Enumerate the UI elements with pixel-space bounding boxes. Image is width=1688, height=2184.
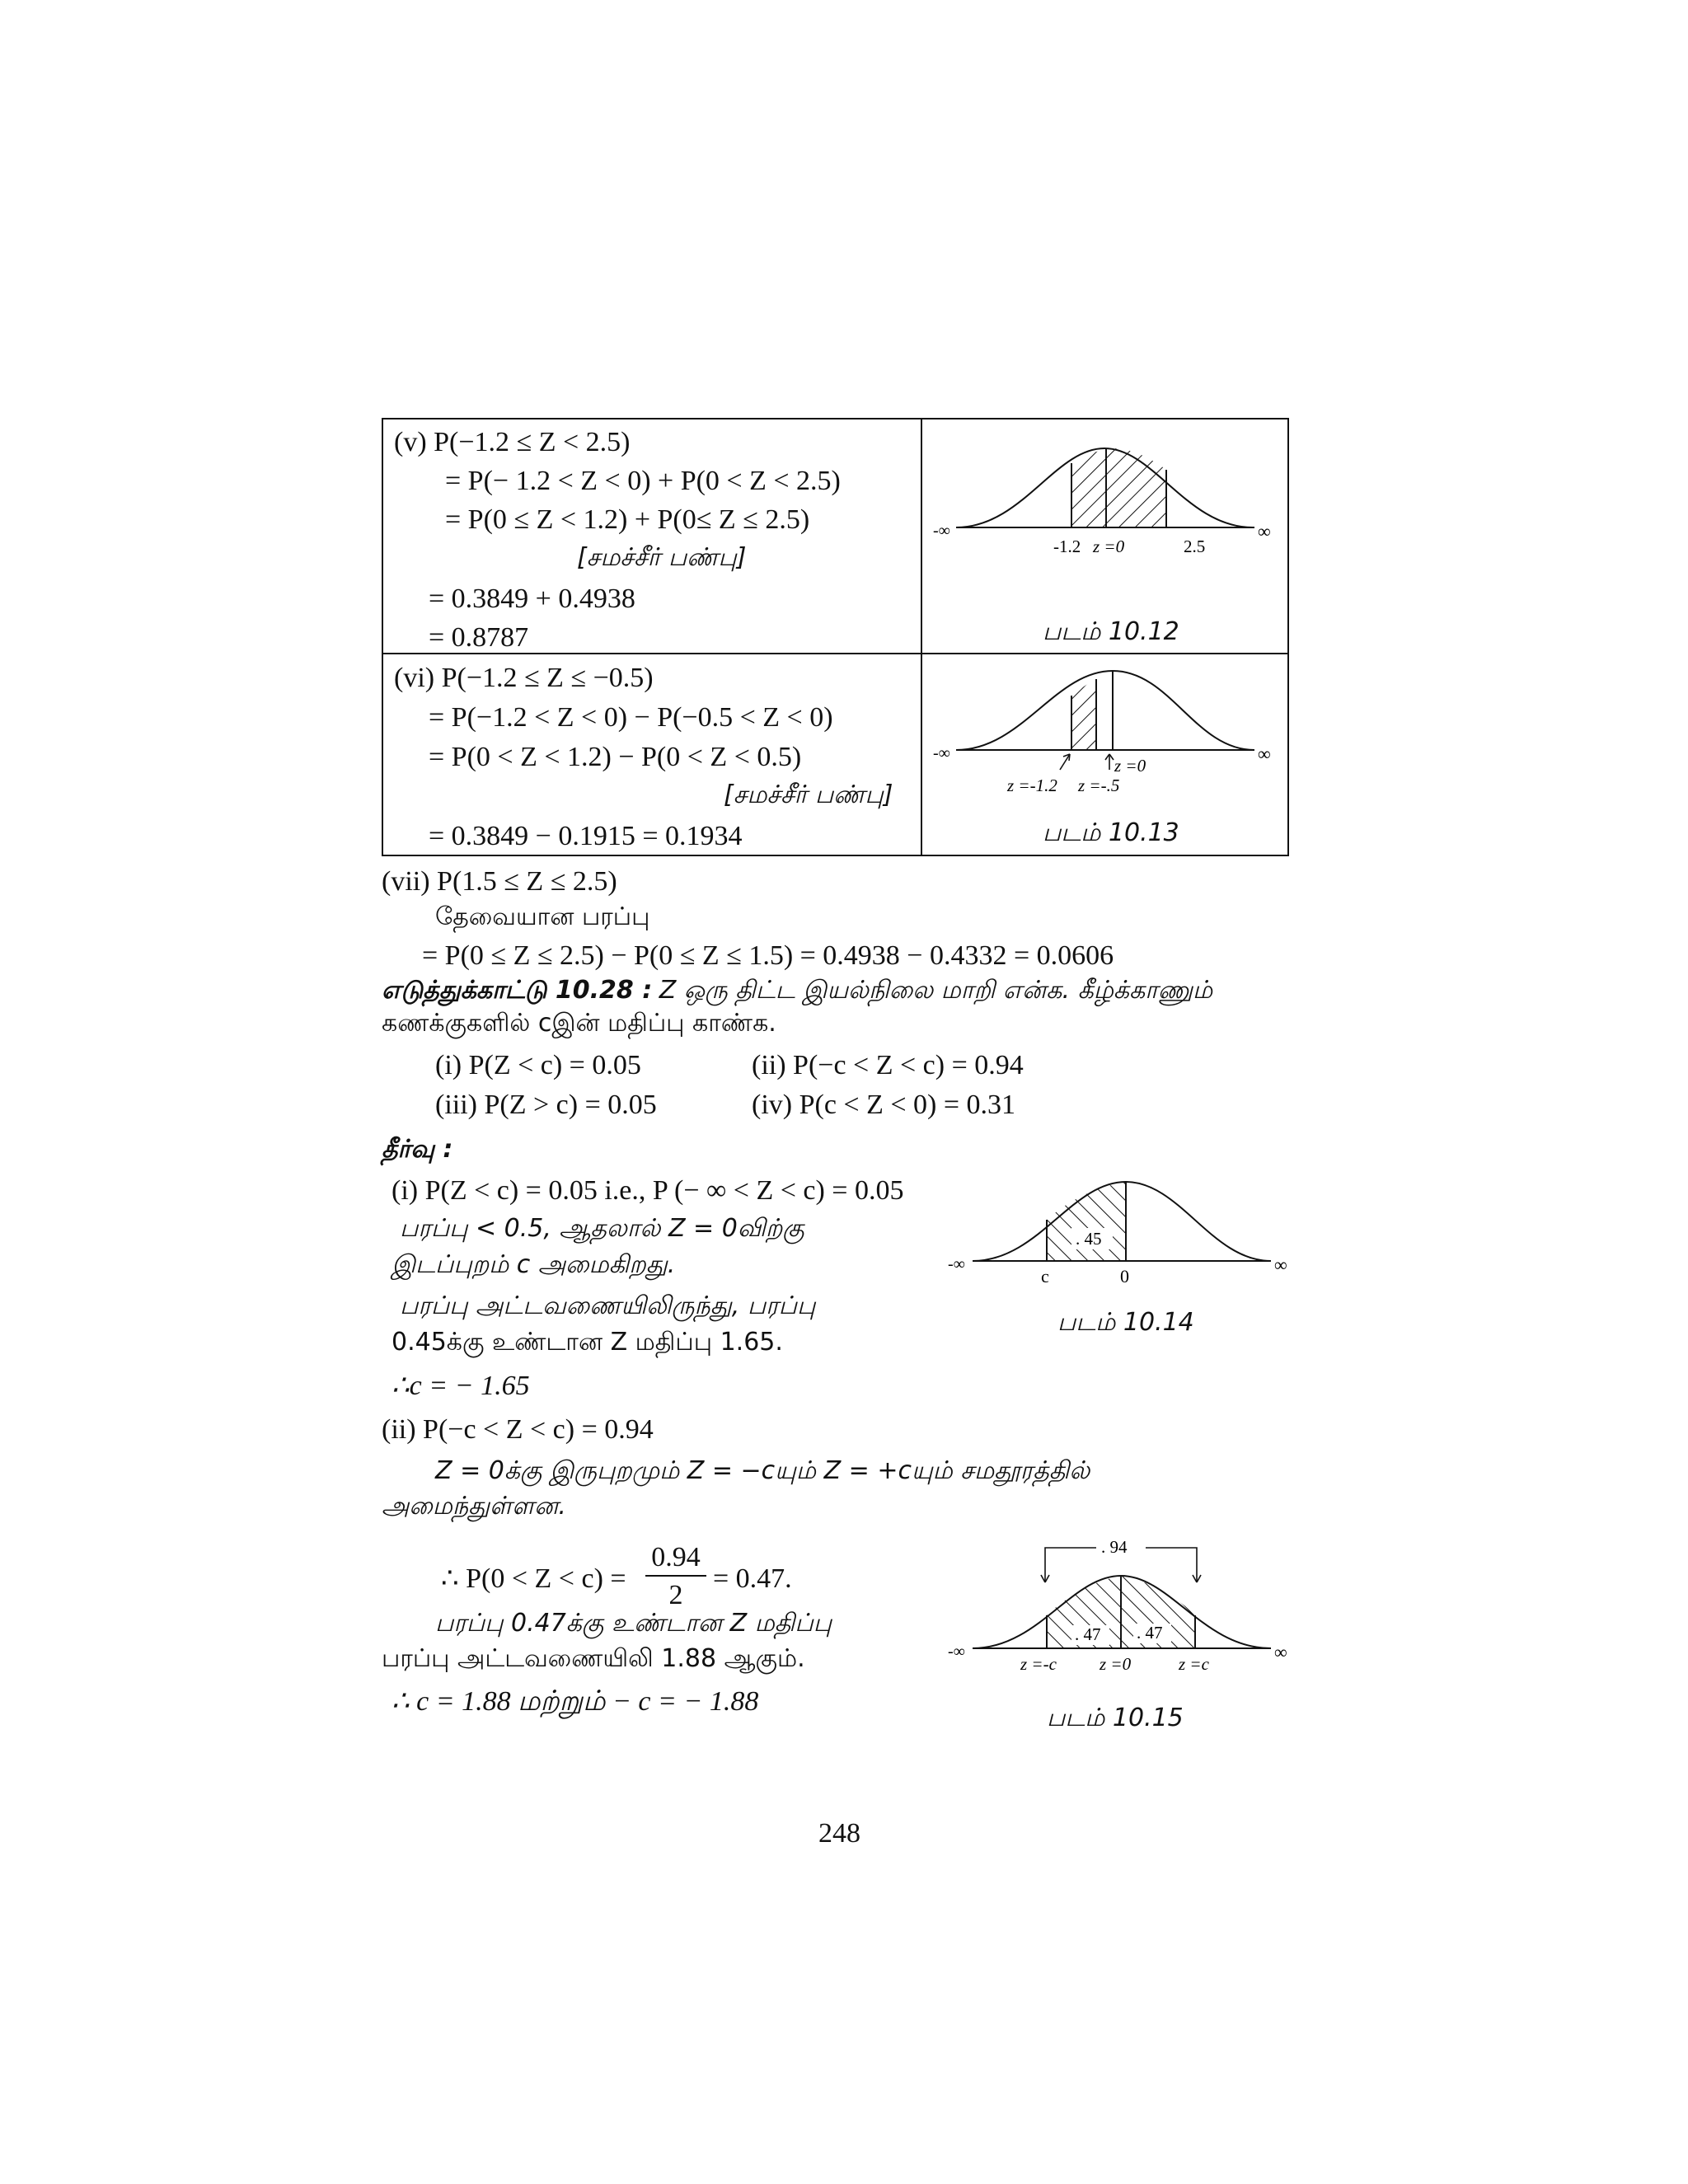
label-plus-inf: ∞ — [1258, 743, 1271, 764]
figure-10-15-caption: படம் 10.15 — [1047, 1704, 1184, 1732]
figure-10-15 — [948, 1533, 1294, 1681]
example-text1: Z ஒரு திட்ட இயல்நிலை மாறி என்க. கீழ்க்காணும் — [659, 976, 1213, 1005]
part-v-title: (v) P(−1.2 ≤ Z < 2.5) — [394, 427, 631, 457]
solution-ii-a: Z = 0க்கு இருபுறமும் Z = −cயும் Z = +cயும் சமதூரத்தில் — [435, 1456, 1090, 1485]
label-0: 0 — [1120, 1266, 1129, 1286]
solution-i-b: இடப்புறம் c அமைகிறது. — [392, 1250, 676, 1279]
label-0: z =0 — [1100, 1654, 1132, 1674]
part-v-line3: = 0.3849 + 0.4938 — [429, 583, 635, 614]
label-minus-inf: -∞ — [948, 1255, 965, 1273]
part-vi-note: [சமச்சீர் பண்பு] — [724, 780, 893, 809]
fraction-numerator: 0.94 — [645, 1544, 706, 1577]
label-a: z =-1.2 — [1007, 776, 1057, 795]
example-q1: (i) P(Z < c) = 0.05 — [435, 1050, 641, 1080]
solution-ii-e: ∴ c = 1.88 மற்றும் − c = − 1.88 — [392, 1686, 759, 1717]
label-minus-inf: -∞ — [948, 1643, 965, 1661]
part-vi-line3: = 0.3849 − 0.1915 = 0.1934 — [429, 821, 743, 851]
label-r: z =c — [1179, 1654, 1209, 1674]
part-vii-line2: = P(0 ≤ Z ≤ 2.5) − P(0 ≤ Z ≤ 1.5) = 0.4938 − 0.4332 = 0.0606 — [422, 940, 1114, 971]
label-plus-inf: ∞ — [1274, 1642, 1287, 1662]
figure-10-14-caption: படம் 10.14 — [1057, 1308, 1194, 1337]
label-l: z =-c — [1020, 1654, 1057, 1674]
example-heading: எடுத்துக்காட்டு 10.28 : — [382, 976, 653, 1005]
solution-ii-d: பரப்பு அட்டவணையிலி 1.88 ஆகும். — [382, 1644, 805, 1673]
solution-i-d: 0.45க்கு உண்டான Z மதிப்பு 1.65. — [392, 1328, 783, 1357]
solution-i-e: ∴c = − 1.65 — [392, 1371, 530, 1401]
solution-heading: தீர்வு : — [382, 1135, 453, 1164]
label-z0: z =0 — [1093, 537, 1125, 556]
solution-ii-b: அமைந்துள்ளன. — [382, 1492, 566, 1521]
normal-curve — [956, 671, 1254, 750]
label-minus-inf: -∞ — [933, 522, 950, 540]
part-vi-title: (vi) P(−1.2 ≤ Z ≤ −0.5) — [394, 663, 654, 693]
shaded-area — [1071, 679, 1096, 750]
label-z0: z =0 — [1114, 756, 1146, 776]
table-row-divider — [382, 653, 1289, 654]
label-area: . 45 — [1076, 1229, 1102, 1249]
bracket-left — [1045, 1548, 1096, 1582]
label-a: -1.2 — [1053, 537, 1081, 556]
label-minus-inf: -∞ — [933, 744, 950, 762]
part-vii-title: (vii) P(1.5 ≤ Z ≤ 2.5) — [382, 866, 617, 897]
label-plus-inf: ∞ — [1274, 1254, 1287, 1275]
solution-i-c: பரப்பு அட்டவணையிலிருந்து, பரப்பு — [400, 1291, 816, 1320]
part-v-line4: = 0.8787 — [429, 622, 529, 653]
example-line1 — [382, 976, 1212, 1004]
solution-ii-fraction — [645, 1544, 706, 1610]
label-c: c — [1041, 1266, 1049, 1286]
example-q4: (iv) P(c < Z < 0) = 0.31 — [752, 1090, 1016, 1120]
example-q3: (iii) P(Z > c) = 0.05 — [435, 1090, 657, 1120]
figure-10-14 — [948, 1170, 1294, 1294]
part-vii-line1: தேவையான பரப்பு — [435, 902, 650, 931]
label-plus-inf: ∞ — [1258, 521, 1271, 541]
label-b: 2.5 — [1184, 537, 1206, 556]
figure-10-12 — [931, 437, 1278, 569]
bracket-right — [1146, 1548, 1197, 1582]
label-top: . 94 — [1101, 1537, 1128, 1557]
figure-10-13-caption: படம் 10.13 — [1043, 818, 1179, 847]
fraction-denominator: 2 — [668, 1580, 683, 1610]
solution-i-a: பரப்பு < 0.5, ஆதலால் Z = 0விற்கு — [400, 1214, 804, 1243]
example-q2: (ii) P(−c < Z < c) = 0.94 — [752, 1050, 1024, 1080]
part-vi-line2: = P(0 < Z < 1.2) − P(0 < Z < 0.5) — [429, 742, 802, 772]
shaded-area — [1071, 448, 1166, 527]
solution-ii-c: பரப்பு 0.47க்கு உண்டான Z மதிப்பு — [435, 1609, 832, 1638]
label-area-r: . 47 — [1137, 1623, 1163, 1643]
solution-ii-frac-post: = 0.47. — [713, 1563, 792, 1594]
part-vi-line1: = P(−1.2 < Z < 0) − P(−0.5 < Z < 0) — [429, 702, 833, 733]
solution-i-title: (i) P(Z < c) = 0.05 i.e., P (− ∞ < Z < c) = 0.05 — [392, 1175, 904, 1206]
page-number: 248 — [818, 1818, 860, 1849]
table-column-divider — [921, 418, 922, 856]
solution-ii-title: (ii) P(−c < Z < c) = 0.94 — [382, 1414, 654, 1445]
solution-ii-frac-pre: ∴ P(0 < Z < c) = — [441, 1563, 626, 1594]
figure-10-12-caption: படம் 10.12 — [1043, 617, 1179, 646]
label-b: z =-.5 — [1078, 776, 1120, 795]
example-text2: கணக்குகளில் cஇன் மதிப்பு காண்க. — [382, 1009, 776, 1038]
part-v-line2: = P(0 ≤ Z < 1.2) + P(0≤ Z ≤ 2.5) — [445, 504, 810, 535]
figure-10-13 — [931, 659, 1278, 804]
part-v-note: [சமச்சீர் பண்பு] — [577, 543, 747, 572]
part-v-line1: = P(− 1.2 < Z < 0) + P(0 < Z < 2.5) — [445, 466, 841, 496]
label-area-l: . 47 — [1075, 1624, 1101, 1644]
